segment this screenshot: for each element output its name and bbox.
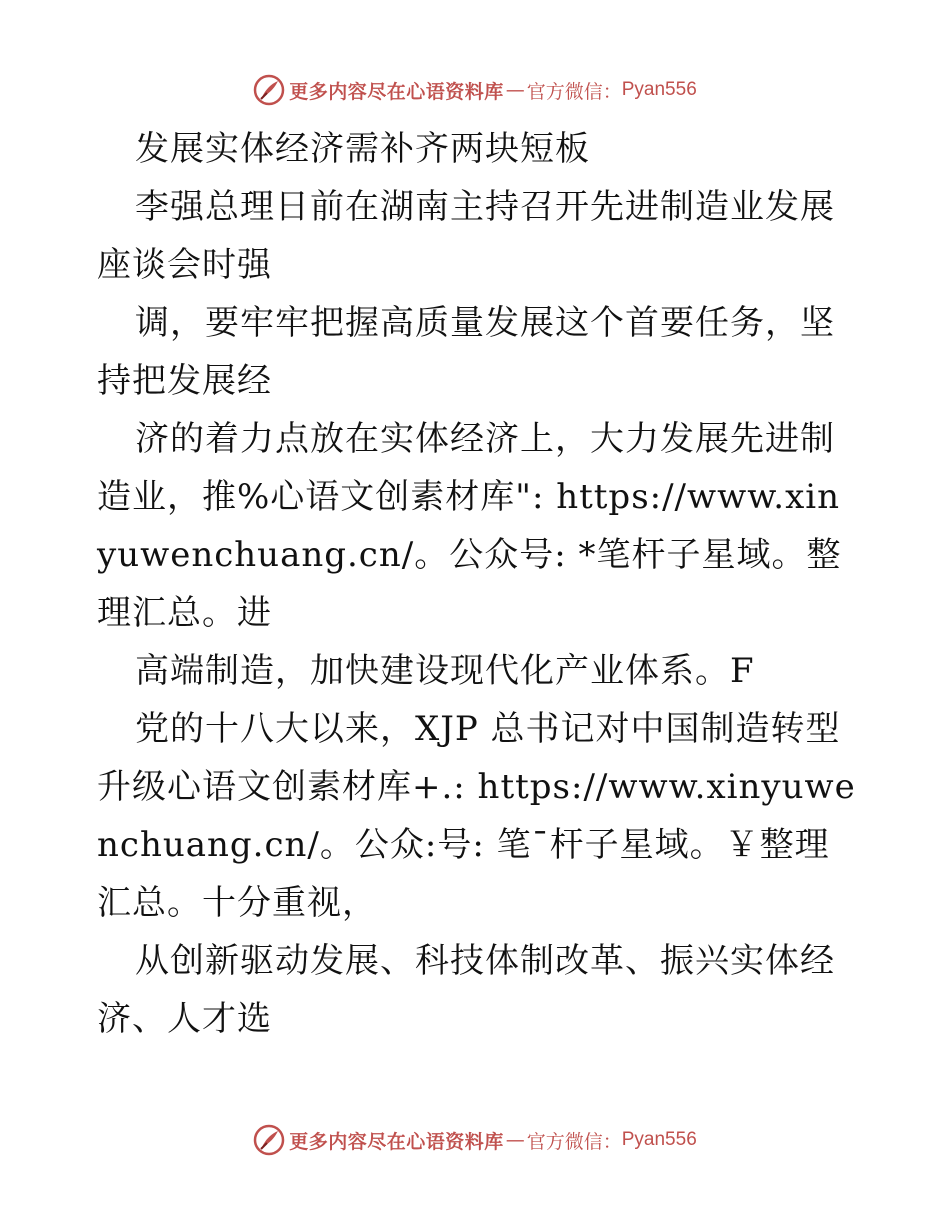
paragraph: 从创新驱动发展、科技体制改革、振兴实体经济、人才选 <box>97 941 835 1039</box>
header-banner <box>0 74 950 106</box>
paragraph: 李强总理日前在湖南主持召开先进制造业发展座谈会时强 <box>97 187 835 285</box>
document-title: 发展实体经济需补齐两块短板 <box>135 129 590 169</box>
document-body <box>97 120 857 1048</box>
banner-wechat-label: 官方微信： <box>526 80 622 103</box>
feather-pen-icon <box>253 74 285 106</box>
paragraph: 党的十八大以来，XJP 总书记对中国制造转型升级心语文创素材库+.: https://www.xinyuwenchuang.cn/。公众:号: 笔¯杆子星域。￥整理汇总。十分重视， <box>97 709 856 923</box>
paragraph: 高端制造，加快建设现代化产业体系。F <box>135 651 755 691</box>
banner-wechat-handle: Pyan556 <box>621 1129 697 1150</box>
banner-separator: — <box>505 79 525 101</box>
feather-pen-icon <box>253 1124 285 1156</box>
paragraph: 济的着力点放在实体经济上，大力发展先进制造业，推%心语文创素材库": https://www.xinyuwenchuang.cn/。公众号: *笔杆子星域。整理汇总。进 <box>97 419 842 633</box>
footer-banner <box>0 1124 950 1156</box>
banner-title: 更多内容尽在心语资料库 <box>289 80 504 103</box>
banner-title: 更多内容尽在心语资料库 <box>289 1130 504 1153</box>
banner-wechat-label: 官方微信： <box>526 1130 622 1153</box>
banner-separator: — <box>505 1129 525 1151</box>
banner-wechat-handle: Pyan556 <box>621 79 697 100</box>
paragraph: 调，要牢牢把握高质量发展这个首要任务，坚持把发展经 <box>97 303 835 401</box>
